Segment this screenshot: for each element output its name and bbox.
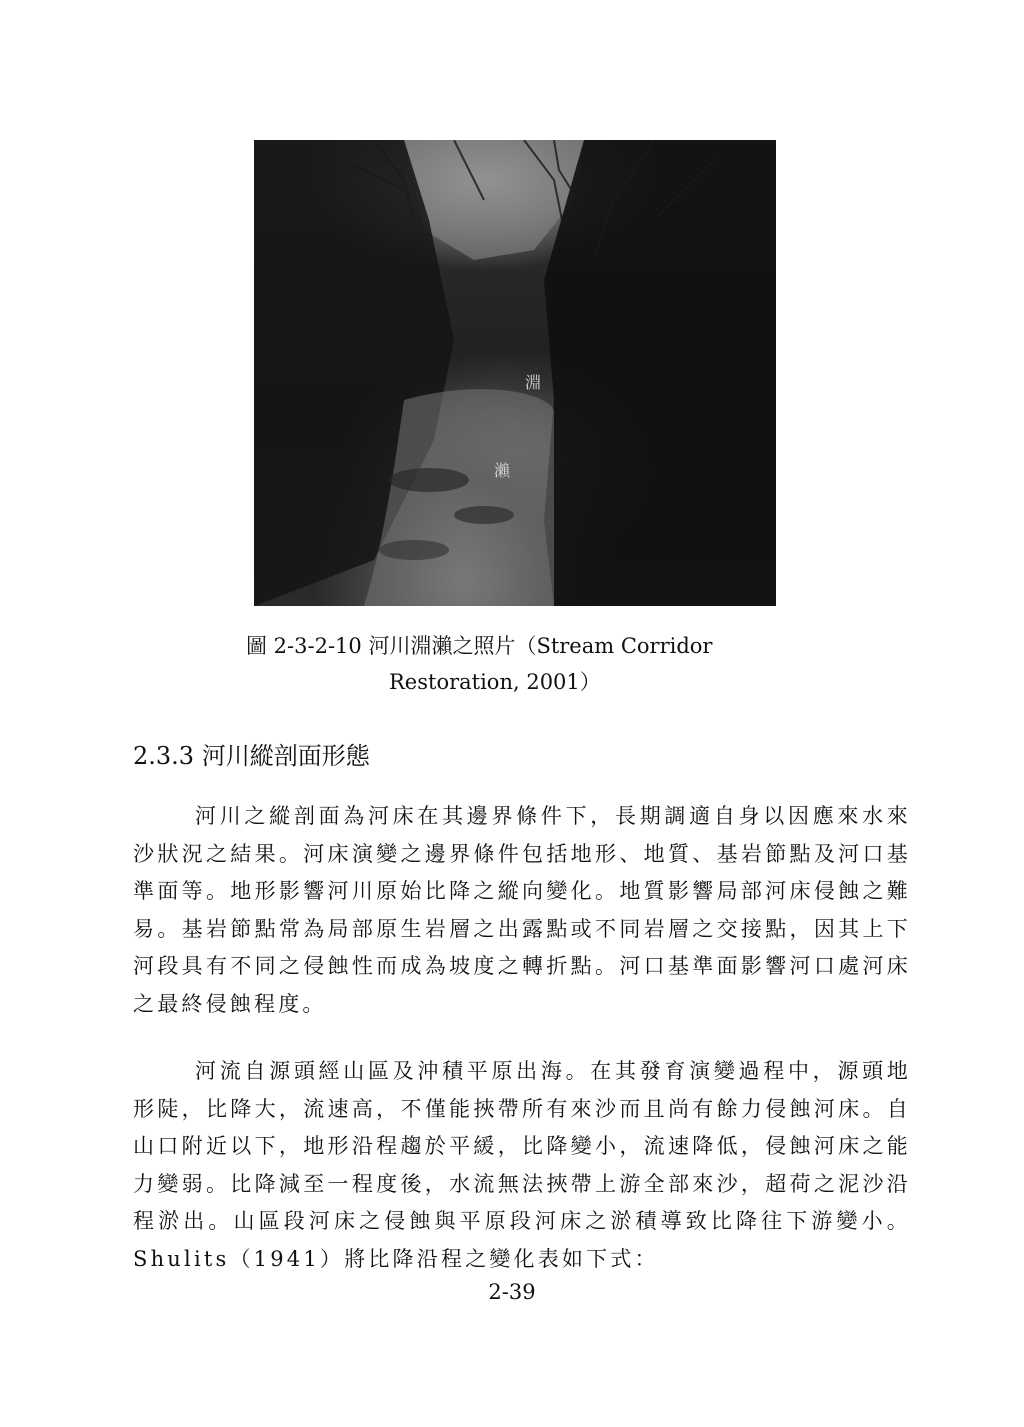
figure-caption [246,628,806,700]
riffle-label: 瀨 [494,461,511,480]
caption-line-2: Restoration, 2001） [389,670,601,694]
photo-scene [254,140,776,606]
paragraph-2: 河流自源頭經山區及沖積平原出海。在其發育演變過程中，源頭地形陡，比降大，流速高，不僅能挾帶所有來沙而且尚有餘力侵蝕河床。自山口附近以下，地形沿程趨於平緩，比降變小，流速降低，侵蝕河床之能力變弱。比降減至一程度後，水流無法挾帶上游全部來沙，超荷之泥沙沿程淤出。山區段河床之侵蝕與平原段河床之淤積導致比降往下游變小。Shulits（1941）將比降沿程之變化表如下式： [133,1059,911,1271]
paragraph-1: 河川之縱剖面為河床在其邊界條件下，長期調適自身以因應來水來沙狀況之結果。河床演變之邊界條件包括地形、地質、基岩節點及河口基準面等。地形影響河川原始比降之縱向變化。地質影響局部河床侵蝕之難易。基岩節點常為局部原生岩層之出露點或不同岩層之交接點，因其上下河段具有不同之侵蝕性而成為坡度之轉折點。河口基準面影響河口處河床之最終侵蝕程度。 [133,804,911,1016]
pool-label: 淵 [525,373,542,392]
page-number: 2-39 [488,1280,536,1304]
river-pool-riffle-photo [254,140,776,606]
caption-line-1: 圖 2-3-2-10 河川淵瀨之照片（Stream Corridor [246,634,713,658]
section-heading: 2.3.3 河川縱剖面形態 [133,742,370,770]
